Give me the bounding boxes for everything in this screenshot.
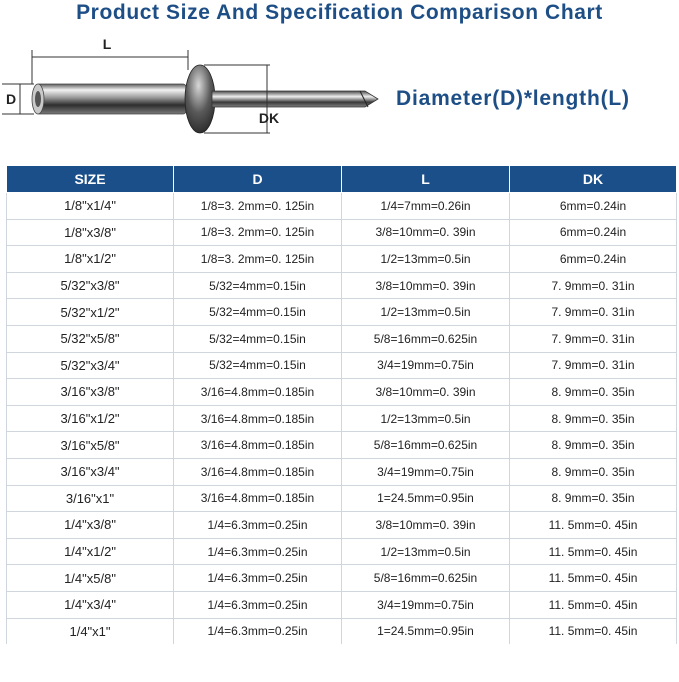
cell-l: 1=24.5mm=0.95in — [342, 618, 510, 644]
table-row — [7, 219, 677, 246]
cell-dk: 7. 9mm=0. 31in — [510, 325, 677, 352]
table-row — [7, 246, 677, 273]
cell-size: 1/4"x1" — [7, 618, 174, 644]
header-size: SIZE — [7, 166, 174, 193]
table-row — [7, 538, 677, 565]
cell-l: 3/8=10mm=0. 39in — [342, 512, 510, 539]
cell-dk: 6mm=0.24in — [510, 219, 677, 246]
table-row — [7, 352, 677, 379]
cell-d: 1/8=3. 2mm=0. 125in — [174, 219, 342, 246]
header-l: L — [342, 166, 510, 193]
table-row — [7, 458, 677, 485]
cell-dk: 8. 9mm=0. 35in — [510, 485, 677, 512]
cell-l: 1=24.5mm=0.95in — [342, 485, 510, 512]
rivet-mandrel — [212, 91, 378, 107]
cell-d: 1/4=6.3mm=0.25in — [174, 538, 342, 565]
cell-size: 3/16"x5/8" — [7, 432, 174, 459]
cell-l: 1/2=13mm=0.5in — [342, 538, 510, 565]
cell-l: 3/8=10mm=0. 39in — [342, 379, 510, 406]
cell-size: 3/16"x3/8" — [7, 379, 174, 406]
page-title: Product Size And Specification Comparison Chart — [76, 1, 603, 24]
cell-d: 3/16=4.8mm=0.185in — [174, 432, 342, 459]
cell-size: 3/16"x1/2" — [7, 405, 174, 432]
cell-size: 3/16"x1" — [7, 485, 174, 512]
cell-d: 3/16=4.8mm=0.185in — [174, 458, 342, 485]
cell-size: 1/8"x1/4" — [7, 193, 174, 220]
rivet-head — [185, 65, 215, 133]
cell-dk: 6mm=0.24in — [510, 246, 677, 273]
cell-dk: 7. 9mm=0. 31in — [510, 272, 677, 299]
formula-label: Diameter(D)*length(L) — [396, 87, 630, 110]
cell-dk: 7. 9mm=0. 31in — [510, 352, 677, 379]
header-d: D — [174, 166, 342, 193]
header-dk: DK — [510, 166, 677, 193]
cell-d: 1/4=6.3mm=0.25in — [174, 618, 342, 644]
cell-size: 1/8"x3/8" — [7, 219, 174, 246]
rivet-diagram — [0, 30, 400, 140]
table-row — [7, 618, 677, 644]
label-d: D — [5, 91, 17, 107]
cell-dk: 11. 5mm=0. 45in — [510, 565, 677, 592]
cell-size: 1/8"x1/2" — [7, 246, 174, 273]
table-row — [7, 565, 677, 592]
table-row — [7, 485, 677, 512]
table-row — [7, 591, 677, 618]
cell-d: 5/32=4mm=0.15in — [174, 325, 342, 352]
cell-l: 1/2=13mm=0.5in — [342, 405, 510, 432]
cell-size: 5/32"x1/2" — [7, 299, 174, 326]
table-row — [7, 193, 677, 220]
cell-dk: 11. 5mm=0. 45in — [510, 512, 677, 539]
spec-table — [6, 165, 677, 644]
table-row — [7, 379, 677, 406]
cell-l: 3/4=19mm=0.75in — [342, 458, 510, 485]
cell-dk: 8. 9mm=0. 35in — [510, 405, 677, 432]
label-dk: DK — [258, 110, 280, 126]
cell-size: 1/4"x5/8" — [7, 565, 174, 592]
table-row — [7, 299, 677, 326]
table-row — [7, 272, 677, 299]
cell-size: 5/32"x3/8" — [7, 272, 174, 299]
cell-l: 3/4=19mm=0.75in — [342, 352, 510, 379]
table-row — [7, 432, 677, 459]
cell-size: 1/4"x3/8" — [7, 512, 174, 539]
table-row — [7, 405, 677, 432]
cell-dk: 8. 9mm=0. 35in — [510, 458, 677, 485]
cell-size: 3/16"x3/4" — [7, 458, 174, 485]
cell-size: 1/4"x3/4" — [7, 591, 174, 618]
cell-d: 3/16=4.8mm=0.185in — [174, 405, 342, 432]
cell-d: 1/4=6.3mm=0.25in — [174, 591, 342, 618]
cell-l: 3/8=10mm=0. 39in — [342, 219, 510, 246]
cell-d: 1/4=6.3mm=0.25in — [174, 512, 342, 539]
cell-dk: 11. 5mm=0. 45in — [510, 591, 677, 618]
table-row — [7, 512, 677, 539]
cell-l: 5/8=16mm=0.625in — [342, 565, 510, 592]
cell-size: 5/32"x3/4" — [7, 352, 174, 379]
table-header-row — [7, 166, 677, 193]
table-body — [7, 193, 677, 645]
table-row — [7, 325, 677, 352]
rivet-tail-hole — [35, 91, 41, 107]
cell-l: 5/8=16mm=0.625in — [342, 325, 510, 352]
cell-d: 5/32=4mm=0.15in — [174, 352, 342, 379]
cell-d: 3/16=4.8mm=0.185in — [174, 485, 342, 512]
cell-l: 1/2=13mm=0.5in — [342, 299, 510, 326]
cell-size: 5/32"x5/8" — [7, 325, 174, 352]
cell-dk: 11. 5mm=0. 45in — [510, 538, 677, 565]
cell-dk: 11. 5mm=0. 45in — [510, 618, 677, 644]
cell-d: 5/32=4mm=0.15in — [174, 299, 342, 326]
cell-d: 5/32=4mm=0.15in — [174, 272, 342, 299]
cell-dk: 8. 9mm=0. 35in — [510, 379, 677, 406]
cell-d: 1/8=3. 2mm=0. 125in — [174, 193, 342, 220]
cell-d: 3/16=4.8mm=0.185in — [174, 379, 342, 406]
cell-dk: 6mm=0.24in — [510, 193, 677, 220]
cell-l: 5/8=16mm=0.625in — [342, 432, 510, 459]
rivet-body — [36, 84, 186, 114]
cell-d: 1/8=3. 2mm=0. 125in — [174, 246, 342, 273]
cell-d: 1/4=6.3mm=0.25in — [174, 565, 342, 592]
cell-l: 3/8=10mm=0. 39in — [342, 272, 510, 299]
label-l: L — [102, 36, 112, 52]
cell-dk: 8. 9mm=0. 35in — [510, 432, 677, 459]
cell-l: 1/2=13mm=0.5in — [342, 246, 510, 273]
cell-l: 1/4=7mm=0.26in — [342, 193, 510, 220]
cell-size: 1/4"x1/2" — [7, 538, 174, 565]
cell-dk: 7. 9mm=0. 31in — [510, 299, 677, 326]
cell-l: 3/4=19mm=0.75in — [342, 591, 510, 618]
